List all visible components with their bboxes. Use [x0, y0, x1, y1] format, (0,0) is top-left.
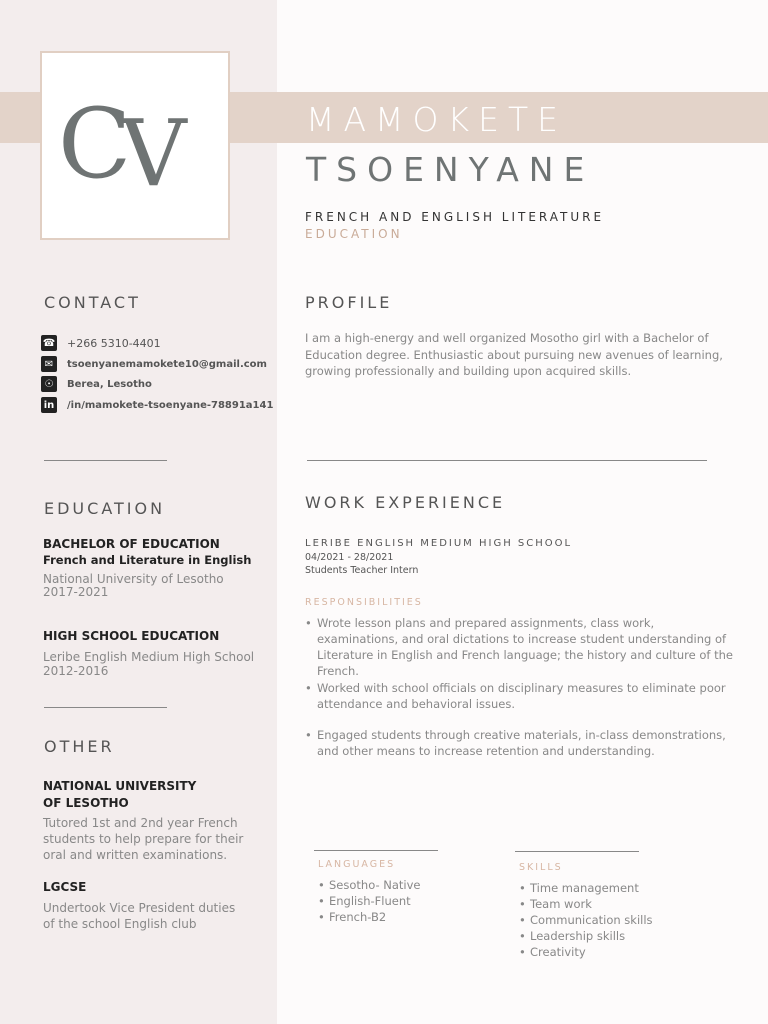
email-text: tsoenyanemamokete10@gmail.com — [67, 358, 267, 370]
phone-icon: ☎ — [41, 335, 57, 351]
contact-linkedin[interactable] — [41, 397, 273, 413]
subtitle-line1: FRENCH AND ENGLISH LITERATURE — [305, 210, 605, 224]
contact-phone[interactable] — [41, 335, 161, 351]
profile-text: I am a high-energy and well organized Mosotho girl with a Bachelor of Education degree. Enthusiastic about pursuing new avenues of learning, growing professionally and building upon acquired skills. — [305, 331, 723, 378]
first-name: MAMOKETE — [306, 100, 567, 139]
linkedin-icon: in — [41, 397, 57, 413]
list-item: • Leadership skills — [519, 928, 653, 944]
skills-list — [519, 880, 653, 960]
sidebar-divider-1 — [44, 460, 167, 461]
degree-field: French and Literature in English — [43, 553, 252, 567]
linkedin-text: /in/mamokete-tsoenyane-78891a141 — [67, 399, 274, 411]
location-text: Berea, Lesotho — [67, 378, 152, 390]
email-icon: ✉ — [41, 356, 57, 372]
job-dates: 04/2021 - 28/2021 — [305, 552, 394, 563]
job-school: LERIBE ENGLISH MEDIUM HIGH SCHOOL — [305, 538, 573, 549]
other-item2-title: LGCSE — [43, 880, 87, 894]
profile-heading: PROFILE — [305, 293, 393, 312]
contact-location — [41, 376, 152, 392]
languages-list — [318, 877, 421, 925]
university-years: 2017-2021 — [43, 585, 109, 599]
languages-divider — [314, 850, 438, 851]
location-icon: ☉ — [41, 376, 57, 392]
school-name: Leribe English Medium High School — [43, 650, 255, 664]
logo-letter-c: C — [58, 88, 132, 200]
phone-text: +266 5310-4401 — [67, 336, 161, 350]
list-item: • Time management — [519, 880, 653, 896]
list-item: • Sesotho- Native — [318, 877, 421, 893]
responsibilities-heading: RESPONSIBILITIES — [305, 597, 423, 608]
other-item2-desc: Undertook Vice President duties of the school English club — [43, 901, 236, 931]
other-item1-desc: Tutored 1st and 2nd year French students to help prepare for their oral and written examinations. — [43, 816, 244, 862]
main-divider — [307, 460, 707, 461]
contact-email[interactable] — [41, 356, 267, 372]
list-item: • French-B2 — [318, 909, 421, 925]
work-heading: WORK EXPERIENCE — [305, 493, 506, 512]
school-degree-title: HIGH SCHOOL EDUCATION — [43, 629, 220, 643]
job-role: Students Teacher Intern — [305, 565, 419, 576]
responsibility-item: • Wrote lesson plans and prepared assignments, class work, examinations, and oral dictations to increase student understanding of Literature in English and French language; the history and culture of the French. — [305, 615, 735, 679]
other-heading: OTHER — [44, 737, 115, 756]
subtitle-line2: EDUCATION — [305, 227, 403, 241]
responsibility-item: • Worked with school officials on disciplinary measures to eliminate poor attendance and behavioral issues. — [305, 680, 735, 712]
last-name: TSOENYANE — [306, 150, 595, 189]
responsibility-item: • Engaged students through creative materials, in-class demonstrations, and other means to increase retention and understanding. — [305, 727, 735, 759]
logo-letter-v: V — [120, 100, 187, 207]
languages-heading: LANGUAGES — [318, 859, 396, 870]
university-name: National University of Lesotho — [43, 572, 224, 586]
degree-title: BACHELOR OF EDUCATION — [43, 537, 220, 551]
list-item: • Team work — [519, 896, 653, 912]
list-item: • Communication skills — [519, 912, 653, 928]
education-heading: EDUCATION — [44, 499, 166, 518]
contact-heading: CONTACT — [44, 293, 141, 312]
skills-heading: SKILLS — [519, 862, 563, 873]
skills-divider — [515, 851, 639, 852]
other-item1-title-line1: NATIONAL UNIVERSITY — [43, 779, 197, 793]
sidebar-divider-2 — [44, 707, 167, 708]
other-item1-title-line2: OF LESOTHO — [43, 796, 129, 810]
school-years: 2012-2016 — [43, 664, 109, 678]
list-item: • Creativity — [519, 944, 653, 960]
list-item: • English-Fluent — [318, 893, 421, 909]
